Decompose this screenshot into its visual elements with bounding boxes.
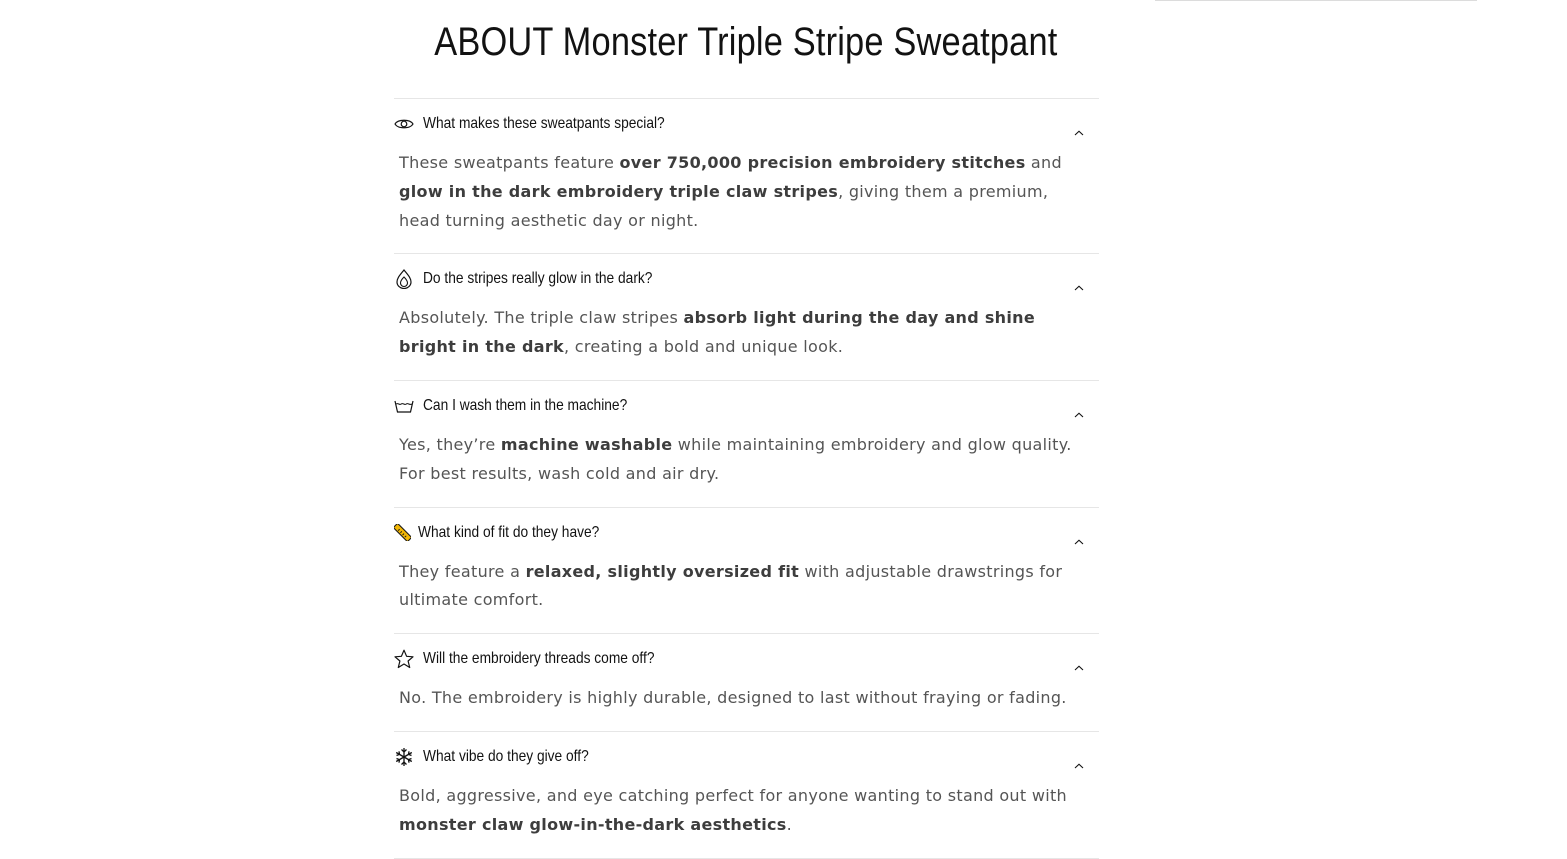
answer-text: with adjustable drawstrings for ultimate comfort. <box>399 561 1063 610</box>
faq-answer <box>394 149 1099 253</box>
answer-text: No. The embroidery is highly durable, designed to last without fraying or fading. <box>399 688 1067 708</box>
chevron-up-icon[interactable] <box>1073 122 1085 130</box>
answer-text: and <box>1025 153 1062 172</box>
page-title: ABOUT Monster Triple Stripe Sweatpant <box>434 20 1058 64</box>
answer-emphasis: monster claw glow-in-the-dark aesthetics <box>399 814 787 834</box>
faq-question: What makes these sweatpants special? <box>423 115 665 132</box>
answer-text: They feature a <box>399 561 526 581</box>
answer-text: Absolutely. The triple claw stripes <box>399 308 684 328</box>
snowflake-icon <box>394 747 414 767</box>
faq-question-toggle[interactable] <box>394 254 1099 304</box>
faq-answer <box>394 431 1099 507</box>
chevron-up-icon[interactable] <box>1073 657 1085 665</box>
faq-item <box>394 634 1099 732</box>
answer-emphasis: absorb light during the day and shine bright in the dark <box>399 308 1035 357</box>
faq-item <box>394 508 1099 635</box>
chevron-up-icon[interactable] <box>1073 277 1085 285</box>
faq-answer <box>394 684 1099 731</box>
answer-text: , giving them a premium, head turning aesthetic day or night. <box>399 181 1049 230</box>
faq-item <box>394 254 1099 381</box>
faq-item <box>394 732 1099 859</box>
faq-answer <box>394 782 1099 858</box>
chevron-up-icon[interactable] <box>1073 755 1085 763</box>
answer-emphasis: over 750,000 precision embroidery stitches <box>619 153 1026 172</box>
ruler-icon <box>394 523 411 543</box>
faq-question: What vibe do they give off? <box>423 747 589 765</box>
faq-question-toggle[interactable] <box>394 732 1099 782</box>
faq-question: What kind of fit do they have? <box>418 523 600 541</box>
faq-item <box>394 381 1099 508</box>
chevron-up-icon[interactable] <box>1073 404 1085 412</box>
faq-question: Can I wash them in the machine? <box>423 396 628 414</box>
faq-answer <box>394 304 1099 380</box>
answer-text: Yes, they’re <box>399 434 501 454</box>
answer-emphasis: machine washable <box>500 434 673 454</box>
answer-text: . <box>786 814 792 834</box>
chevron-up-icon[interactable] <box>1073 531 1085 539</box>
faq-question-toggle[interactable] <box>394 99 1099 149</box>
top-divider <box>1155 0 1477 1</box>
answer-emphasis: glow in the dark embroidery triple claw stripes <box>399 181 839 201</box>
faq-item <box>394 99 1099 254</box>
answer-emphasis: relaxed, slightly oversized fit <box>525 561 800 581</box>
wash-basin-icon <box>394 396 414 416</box>
faq-accordion <box>394 98 1099 859</box>
answer-text: , creating a bold and unique look. <box>563 337 844 357</box>
star-icon <box>394 649 414 669</box>
eye-icon <box>394 114 414 134</box>
drop-icon <box>394 269 414 289</box>
faq-answer <box>394 558 1099 634</box>
answer-text: These sweatpants feature <box>399 153 620 172</box>
faq-question-toggle[interactable] <box>394 508 1099 558</box>
faq-question-toggle[interactable] <box>394 634 1099 684</box>
faq-question: Do the stripes really glow in the dark? <box>423 270 653 288</box>
answer-text: Bold, aggressive, and eye catching perfect for anyone wanting to stand out with <box>399 785 1067 805</box>
faq-question-toggle[interactable] <box>394 381 1099 431</box>
faq-question: Will the embroidery threads come off? <box>423 650 655 668</box>
answer-text: while maintaining embroidery and glow quality. For best results, wash cold and air dry. <box>399 434 1072 483</box>
